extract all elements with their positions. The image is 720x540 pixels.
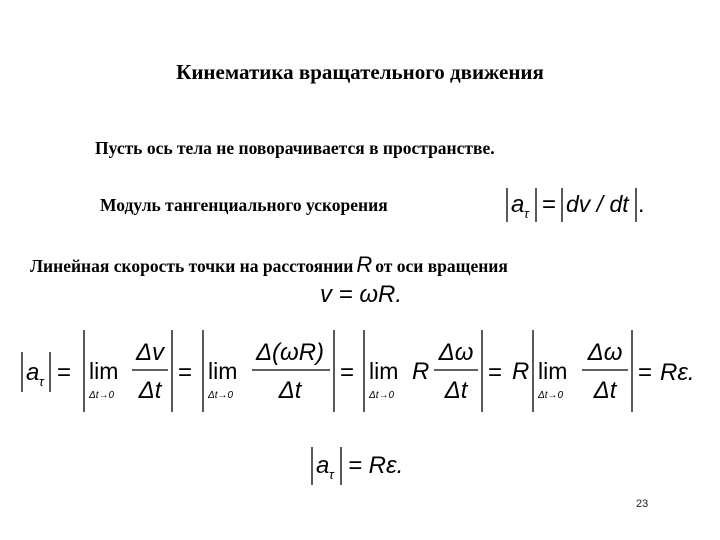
denominator-dt: Δt [138,377,162,404]
lim-operator: lim [89,358,119,384]
page-number: 23 [636,498,649,510]
numerator-d-omega-r: Δ(ωR) [255,339,325,366]
lim-operator: lim [208,358,238,384]
accel-symbol: a [26,359,40,386]
tau-subscript: τ [329,467,334,482]
denominator-dt: Δt [444,377,468,404]
numerator-d-omega: Δω [587,339,623,366]
tangential-formula [500,182,650,228]
lim-operator: lim [369,358,399,384]
result-rhs: = Rε. [348,452,404,479]
dv-dt: dv / dt [566,191,629,217]
linear-speed-end: от оси вращения [375,256,508,276]
equals-sign: = [340,359,355,386]
radius-symbol: R [356,252,373,277]
linear-speed-start: Линейная скорость точки на расстоянии [30,256,354,276]
radius-symbol: R [512,358,530,385]
axis-statement: Пусть ось тела не поворачивается в пространстве. [95,138,495,158]
accel-symbol: a [316,452,330,479]
denominator-dt: Δt [593,377,617,404]
numerator-dv: Δv [135,339,165,366]
equals-sign: = [542,191,557,218]
lim-subscript: Δt→0 [208,390,234,401]
tau-subscript: τ [39,374,44,389]
result-formula [308,443,438,489]
numerator-d-omega: Δω [438,339,474,366]
accel-symbol: a [511,191,525,218]
lim-subscript: Δt→0 [538,390,564,401]
velocity-formula [318,276,418,310]
linear-speed-text [30,252,508,278]
denominator-dt: Δt [278,377,302,404]
equals-sign: = [488,359,503,386]
equals-sign: = [57,359,72,386]
slide-title: Кинематика вращательного движения [176,60,544,84]
equals-sign: = [178,359,193,386]
tau-subscript: τ [524,206,529,221]
lim-subscript: Δt→0 [89,390,115,401]
period: . [638,191,645,217]
derivation-formula [0,324,720,424]
tangential-label: Модуль тангенциального ускорения [100,195,388,215]
lim-operator: lim [538,358,568,384]
velocity-equation: v = ωR. [320,281,403,308]
lim-subscript: Δt→0 [369,390,395,401]
r-epsilon-result: Rε. [660,359,695,386]
radius-symbol: R [412,358,430,385]
equals-sign: = [638,359,653,386]
